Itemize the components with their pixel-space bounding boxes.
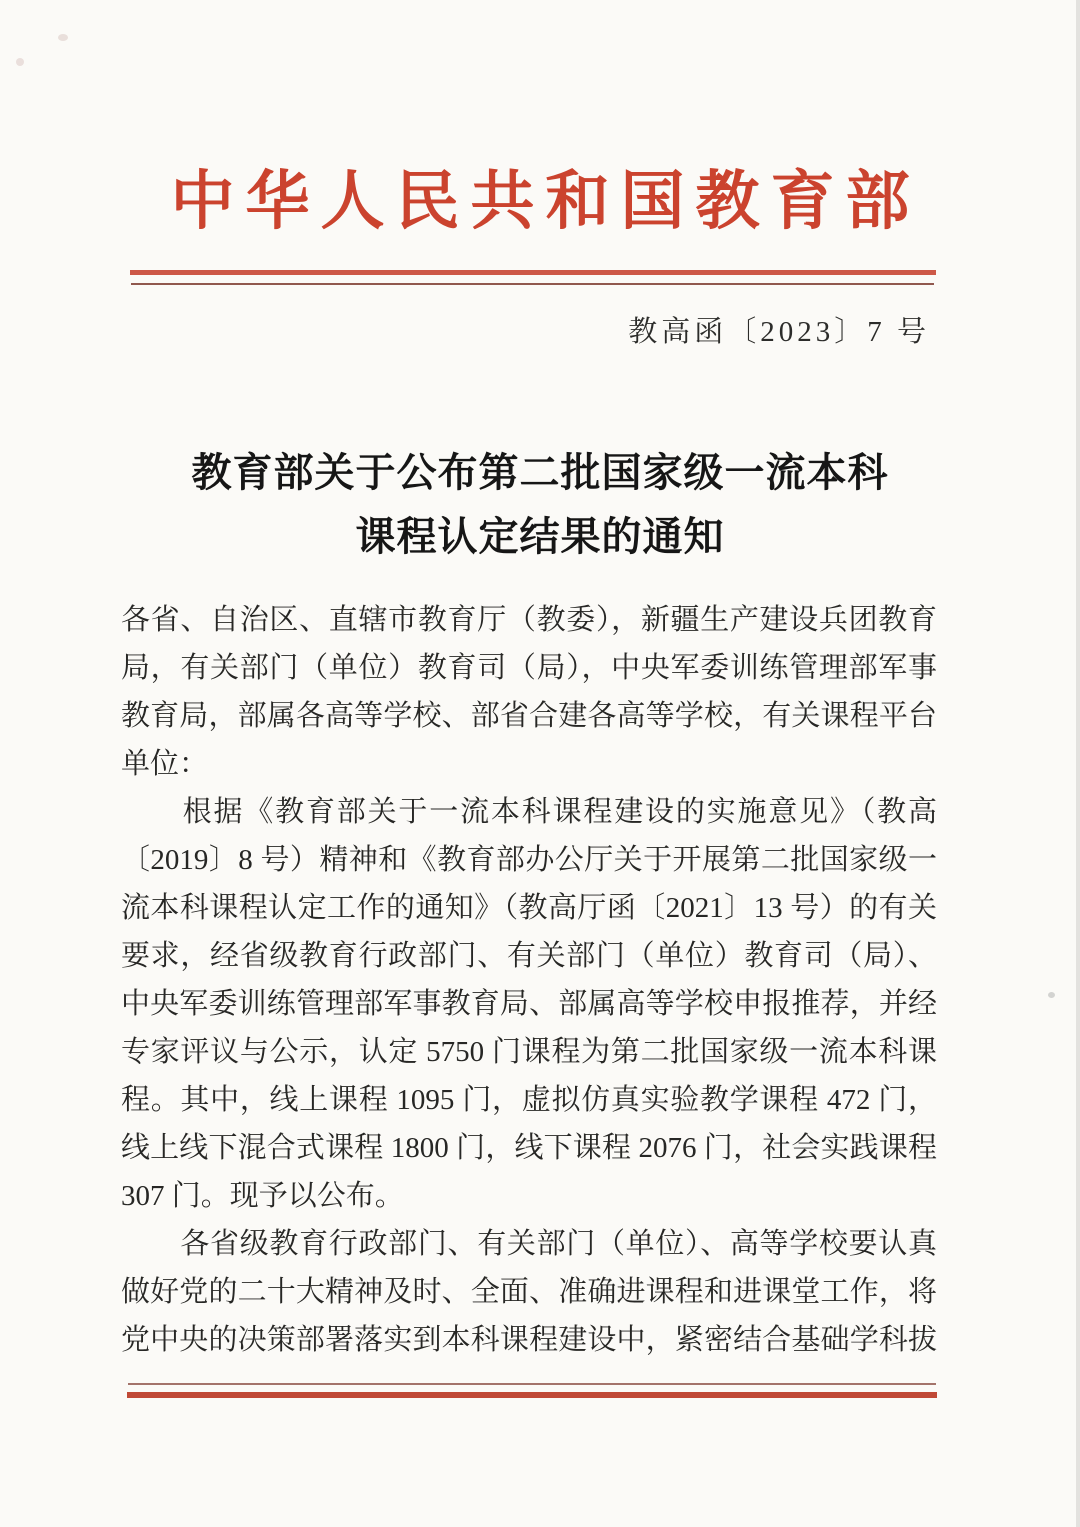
body-line: 〔2019〕8 号）精神和《教育部办公厅关于开展第二批国家级一 [121,844,937,876]
body-line: 流本科课程认定工作的通知》（教高厅函〔2021〕13 号）的有关 [121,892,937,924]
body-line: 党中央的决策部署落实到本科课程建设中，紧密结合基础学科拔 [121,1324,937,1356]
notice-body [121,596,937,1364]
notice-title-line-2: 课程认定结果的通知 [355,514,725,559]
scan-speck [1048,992,1055,998]
body-line: 专家评议与公示，认定 5750 门课程为第二批国家级一流本科课 [121,1036,937,1068]
body-line: 教育局，部属各高等学校、部省合建各高等学校，有关课程平台 [121,700,937,732]
letterhead-title: 中华人民共和国教育部 [170,166,921,237]
body-line: 程。其中，线上课程 1095 门，虚拟仿真实验教学课程 472 门， [121,1084,937,1116]
body-line: 各省、自治区、直辖市教育厅（教委），新疆生产建设兵团教育 [121,604,937,636]
body-line: 中央军委训练管理部军事教育局、部属高等学校申报推荐，并经 [121,988,937,1020]
body-line: 单位： [121,748,209,780]
footer-rule-thin [128,1383,936,1385]
body-line: 根据《教育部关于一流本科课程建设的实施意见》（教高 [121,796,937,828]
body-line: 做好党的二十大精神及时、全面、准确进课程和进课堂工作，将 [121,1276,937,1308]
body-line: 局，有关部门（单位）教育司（局），中央军委训练管理部军事 [121,652,937,684]
letterhead-rule-thick [130,270,936,275]
notice-title-line-1: 教育部关于公布第二批国家级一流本科 [191,450,889,495]
body-line: 要求，经省级教育行政部门、有关部门（单位）教育司（局）、 [121,940,937,972]
notice-title [0,441,1080,569]
body-line: 307 门。现予以公布。 [121,1180,404,1212]
scan-speck [16,58,24,66]
footer-rule-thick [127,1392,937,1398]
scan-speck [58,34,68,41]
letterhead-rule-thin [131,283,934,285]
doc-number: 教高函〔2023〕7 号 [628,316,930,348]
body-line: 各省级教育行政部门、有关部门（单位）、高等学校要认真 [121,1228,937,1260]
body-line: 线上线下混合式课程 1800 门，线下课程 2076 门，社会实践课程 [121,1132,937,1164]
